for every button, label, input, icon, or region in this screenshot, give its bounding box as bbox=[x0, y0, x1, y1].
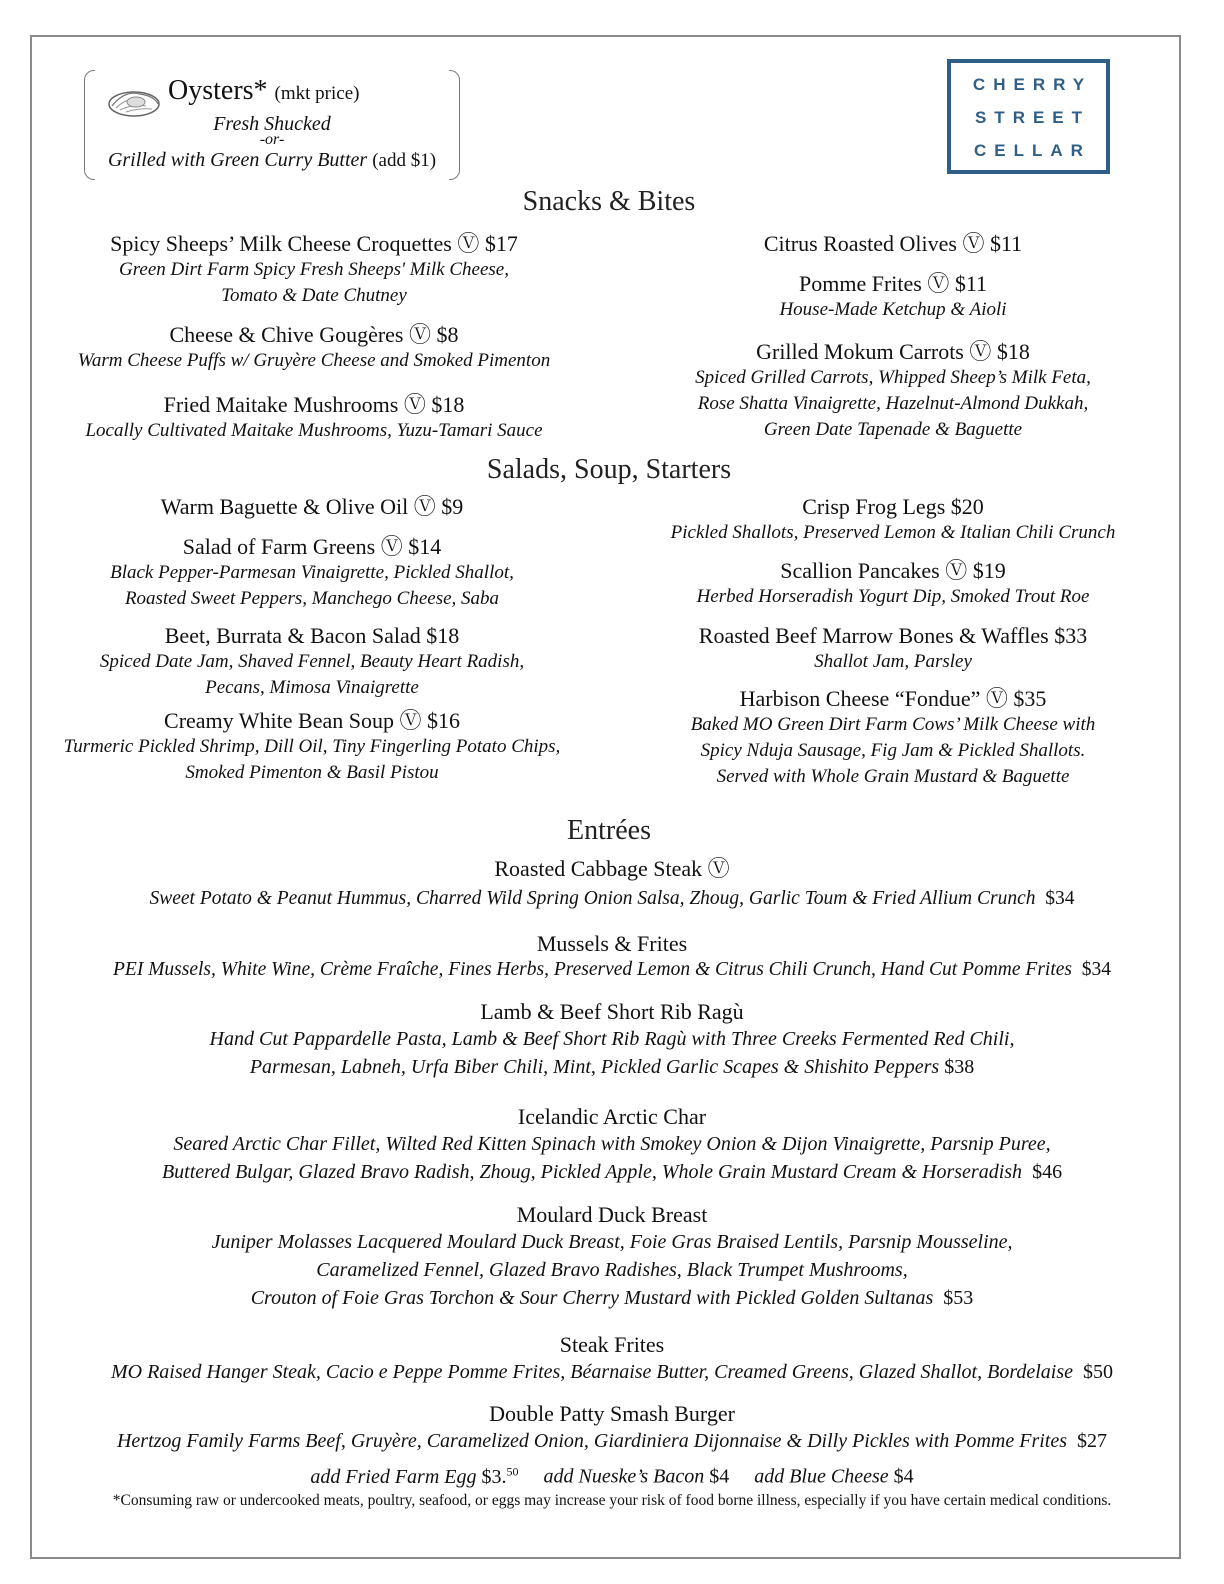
menu-item-desc: Roasted Sweet Peppers, Manchego Cheese, Saba bbox=[124, 588, 500, 609]
menu-item-desc: Turmeric Pickled Shrimp, Dill Oil, Tiny Fingerling Potato Chips, bbox=[63, 736, 561, 757]
entree-item bbox=[40, 1104, 1184, 1186]
menu-item-name: Mussels & Frites bbox=[536, 931, 688, 956]
snacks-right-column bbox=[643, 231, 1143, 257]
health-disclaimer: *Consuming raw or undercooked meats, poultry, seafood, or eggs may increase your risk of food borne illness, especially if you have certain medical conditions. bbox=[112, 1492, 1112, 1509]
entree-price: $50 bbox=[1083, 1361, 1114, 1383]
entree-item bbox=[40, 931, 1184, 983]
menu-item-desc: Warm Cheese Puffs w/ Gruyère Cheese and Smoked Pimenton bbox=[77, 350, 551, 371]
oysters-box bbox=[84, 68, 460, 180]
salads-right-column bbox=[643, 623, 1143, 675]
salads-left-column bbox=[62, 534, 562, 612]
menu-item-name: Crisp Frog Legs $20 bbox=[802, 494, 984, 519]
snacks-left-column bbox=[64, 231, 564, 309]
menu-item-name: Beet, Burrata & Bacon Salad $18 bbox=[164, 623, 460, 648]
menu-item-name: Steak Frites bbox=[559, 1332, 665, 1357]
burger-addons bbox=[40, 1457, 1184, 1491]
menu-item-name: Lamb & Beef Short Rib Ragù bbox=[480, 999, 744, 1024]
salads-left-column bbox=[62, 623, 562, 701]
snacks-right-column bbox=[643, 339, 1143, 443]
salads-left-column bbox=[32, 708, 592, 786]
salads-right-column bbox=[643, 494, 1143, 546]
menu-item-name: Pomme Frites Ⓥ $11 bbox=[798, 271, 988, 296]
menu-item-name: Cheese & Chive Gougères Ⓥ $8 bbox=[169, 322, 459, 347]
menu-item-desc: Baked MO Green Dirt Farm Cows’ Milk Cheese with bbox=[690, 714, 1096, 735]
menu-item-name: Roasted Beef Marrow Bones & Waffles $33 bbox=[698, 623, 1088, 648]
oysters-option-2: Grilled with Green Curry Butter (add $1) bbox=[107, 149, 437, 171]
menu-item-name: Grilled Mokum Carrots Ⓥ $18 bbox=[756, 339, 1030, 364]
entree-price: $38 bbox=[944, 1056, 975, 1078]
menu-item-desc: Buttered Bulgar, Glazed Bravo Radish, Zhoug, Pickled Apple, Whole Grain Mustard Cream & Horseradish $46 bbox=[161, 1161, 1063, 1183]
menu-item-desc: Juniper Molasses Lacquered Moulard Duck Breast, Foie Gras Braised Lentils, Parsnip Mousseline, bbox=[211, 1231, 1013, 1253]
entree-price: $34 bbox=[1081, 959, 1111, 980]
menu-item-name: Citrus Roasted Olives Ⓥ $11 bbox=[763, 231, 1023, 256]
menu-item-name: Double Patty Smash Burger bbox=[489, 1401, 735, 1426]
oysters-or: -or- bbox=[259, 131, 285, 148]
menu-item-name: Harbison Cheese “Fondue” Ⓥ $35 bbox=[739, 686, 1047, 711]
salads-left-column bbox=[62, 494, 562, 520]
entree-item bbox=[40, 1332, 1184, 1386]
entree-item bbox=[40, 1401, 1184, 1491]
menu-item-name: Icelandic Arctic Char bbox=[517, 1104, 707, 1129]
logo-line-3: CELLAR bbox=[974, 141, 1091, 160]
salads-right-column bbox=[643, 686, 1143, 790]
snacks-heading: Snacks & Bites bbox=[522, 186, 696, 217]
addon-bacon: add Nueske’s Bacon $4 bbox=[543, 1465, 730, 1488]
menu-item-name: Moulard Duck Breast bbox=[516, 1202, 708, 1227]
entree-item bbox=[40, 856, 1184, 912]
entree-price: $46 bbox=[1032, 1161, 1063, 1183]
oysters-price: (mkt price) bbox=[274, 83, 360, 104]
menu-item-name: Spicy Sheeps’ Milk Cheese Croquettes Ⓥ $17 bbox=[110, 231, 518, 256]
entrees-heading: Entrées bbox=[567, 815, 651, 846]
menu-item-desc: Spiced Date Jam, Shaved Fennel, Beauty Heart Radish, bbox=[99, 651, 525, 672]
menu-item-name: Roasted Cabbage Steak Ⓥ bbox=[494, 856, 730, 881]
menu-item-desc: Hertzog Family Farms Beef, Gruyère, Caramelized Onion, Giardiniera Dijonnaise & Dilly Pickles with Pomme Frites $27 bbox=[116, 1430, 1108, 1452]
menu-item-desc: Rose Shatta Vinaigrette, Hazelnut-Almond Dukkah, bbox=[697, 393, 1089, 414]
menu-item-desc: Spiced Grilled Carrots, Whipped Sheep’s Milk Feta, bbox=[695, 367, 1091, 388]
menu-item-desc: Shallot Jam, Parsley bbox=[814, 651, 972, 672]
snacks-left-column bbox=[64, 322, 564, 374]
addon-egg: add Fried Farm Egg $3.50 bbox=[310, 1464, 519, 1488]
entree-price: $34 bbox=[1045, 888, 1075, 909]
menu-item-desc: PEI Mussels, White Wine, Crème Fraîche, Fines Herbs, Preserved Lemon & Citrus Chili Crunch, Hand Cut Pomme Frites $34 bbox=[113, 959, 1111, 980]
menu-item-desc: MO Raised Hanger Steak, Cacio e Peppe Pomme Frites, Béarnaise Butter, Creamed Greens, Glazed Shallot, Bordelaise $50 bbox=[110, 1361, 1114, 1383]
menu-item-desc: Green Dirt Farm Spicy Fresh Sheeps' Milk Cheese, bbox=[119, 259, 509, 280]
salads-heading: Salads, Soup, Starters bbox=[486, 454, 732, 485]
menu-item-desc: Spicy Nduja Sausage, Fig Jam & Pickled Shallots. bbox=[700, 740, 1086, 761]
addon-blue-cheese: add Blue Cheese $4 bbox=[754, 1465, 914, 1488]
menu-item-name: Scallion Pancakes Ⓥ $19 bbox=[780, 558, 1006, 583]
menu-item-desc: House-Made Ketchup & Aioli bbox=[779, 299, 1007, 320]
menu-item-desc: Locally Cultivated Maitake Mushrooms, Yuzu-Tamari Sauce bbox=[85, 420, 543, 441]
menu-item-desc: Smoked Pimenton & Basil Pistou bbox=[185, 762, 439, 783]
cherry-street-cellar-logo bbox=[947, 59, 1110, 174]
menu-item-desc: Black Pepper-Parmesan Vinaigrette, Pickled Shallot, bbox=[110, 562, 514, 583]
menu-item-desc: Crouton of Foie Gras Torchon & Sour Cherry Mustard with Pickled Golden Sultanas $53 bbox=[250, 1287, 974, 1309]
menu-item-desc: Herbed Horseradish Yogurt Dip, Smoked Trout Roe bbox=[696, 586, 1090, 607]
menu-item-desc: Sweet Potato & Peanut Hummus, Charred Wild Spring Onion Salsa, Zhoug, Garlic Toum & Fried Allium Crunch $34 bbox=[149, 888, 1075, 909]
menu-item-desc: Hand Cut Pappardelle Pasta, Lamb & Beef Short Rib Ragù with Three Creeks Fermented Red Chili, bbox=[209, 1028, 1015, 1050]
menu-item-desc: Caramelized Fennel, Glazed Bravo Radishes, Black Trumpet Mushrooms, bbox=[316, 1259, 908, 1281]
menu-item-name: Fried Maitake Mushrooms Ⓥ $18 bbox=[163, 392, 465, 417]
menu-item-desc: Pecans, Mimosa Vinaigrette bbox=[205, 677, 419, 698]
menu-item-desc: Seared Arctic Char Fillet, Wilted Red Kitten Spinach with Smokey Onion & Dijon Vinaigrette, Parsnip Puree, bbox=[173, 1133, 1051, 1155]
entree-item bbox=[40, 1202, 1184, 1312]
menu-item-desc: Pickled Shallots, Preserved Lemon & Italian Chili Crunch bbox=[670, 522, 1116, 543]
menu-item-desc: Served with Whole Grain Mustard & Baguette bbox=[716, 766, 1070, 787]
menu-item-desc: Parmesan, Labneh, Urfa Biber Chili, Mint, Pickled Garlic Scapes & Shishito Peppers $38 bbox=[249, 1056, 975, 1078]
menu-item-desc: Green Date Tapenade & Baguette bbox=[763, 419, 1023, 440]
entree-price: $53 bbox=[943, 1287, 974, 1309]
snacks-right-column bbox=[643, 271, 1143, 323]
logo-line-1: CHERRY bbox=[972, 75, 1093, 94]
oysters-title: Oysters* (mkt price) bbox=[168, 75, 360, 106]
snacks-left-column bbox=[64, 392, 564, 444]
logo-line-2: STREET bbox=[974, 108, 1091, 127]
entree-item bbox=[40, 999, 1184, 1081]
salads-right-column bbox=[643, 558, 1143, 610]
menu-item-name: Salad of Farm Greens Ⓥ $14 bbox=[182, 534, 442, 559]
menu-item-name: Creamy White Bean Soup Ⓥ $16 bbox=[164, 708, 460, 733]
menu-item-desc: Tomato & Date Chutney bbox=[221, 285, 407, 306]
menu-item-name: Warm Baguette & Olive Oil Ⓥ $9 bbox=[160, 494, 464, 519]
oysters-option-1: Fresh Shucked bbox=[213, 113, 331, 135]
entree-price: $27 bbox=[1077, 1430, 1108, 1452]
